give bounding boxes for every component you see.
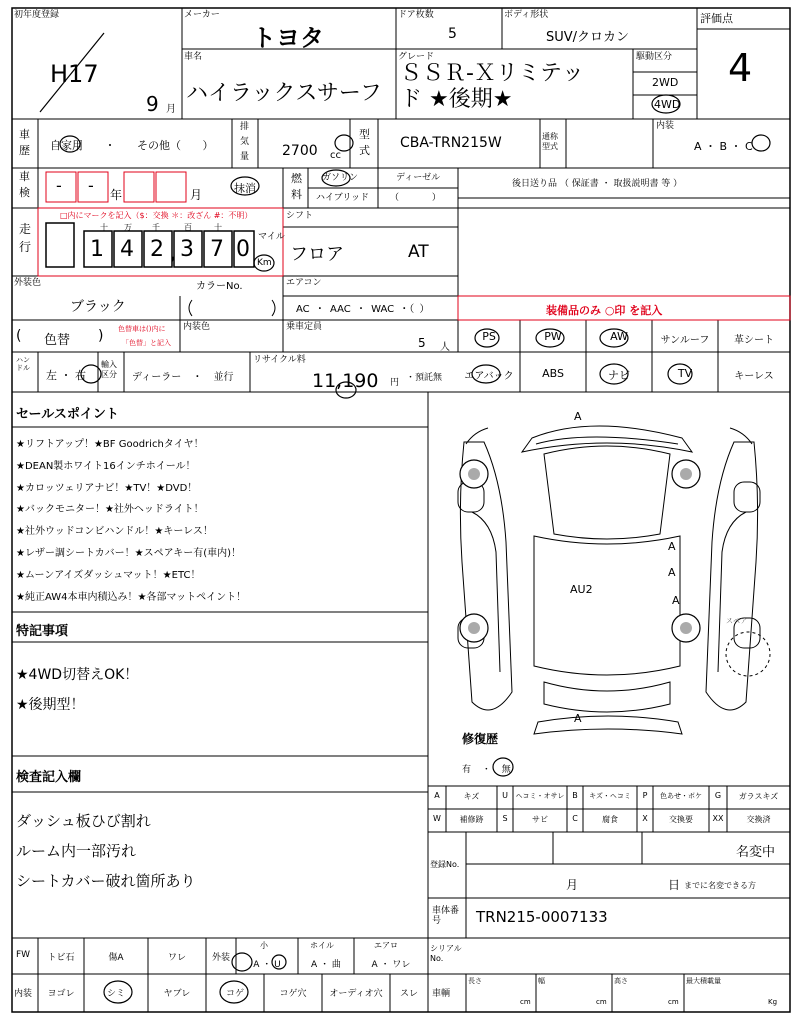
grade-line-1: ＳＳＲ-Ｘリミテッ: [400, 61, 584, 86]
legend-desc: サビ: [532, 815, 548, 824]
displacement-label-2: 気: [240, 137, 250, 147]
inspector-note: ダッシュ板ひび割れ: [16, 812, 151, 830]
sales-points-list: [16, 434, 246, 608]
interior-label: 内装: [656, 121, 675, 131]
displacement: 2700: [282, 143, 318, 159]
inspection-label-2: 検: [19, 186, 30, 199]
capacity-label: 乗車定員: [286, 322, 323, 332]
legend-code: W: [433, 814, 441, 823]
mileage-note: □内にマークを記入（$：交換 ＊：改ざん #：不明）: [60, 211, 253, 220]
score-label: 評価点: [700, 12, 733, 25]
recycle-deposit: ・預託無: [406, 373, 443, 383]
mileage-unit-4: 百: [184, 223, 192, 232]
fuel-diesel: ディーゼル: [396, 173, 441, 183]
interior-item: オーディオ穴: [329, 989, 383, 999]
length-label: 長さ: [468, 977, 482, 985]
equipment-sunroof: サンルーフ: [660, 335, 710, 346]
legend-desc: キズ: [463, 792, 480, 801]
legend-code: S: [502, 814, 508, 823]
sales-point: ★DEAN製ホワイト16インチホイール！: [16, 460, 196, 472]
equipment-navi: ナビ: [608, 369, 630, 382]
score: 4: [728, 46, 753, 90]
mileage-unit-3: 千: [152, 223, 160, 232]
mileage-km: Km: [257, 258, 272, 268]
month-unit: 月: [166, 104, 176, 115]
equipment-tv: TV: [677, 367, 693, 380]
shift-label: シフト: [286, 211, 314, 221]
interior-color-label: 内装色: [183, 322, 211, 332]
aero-label: エアロ: [374, 941, 398, 950]
inspector-note: シートカバー破れ箇所あり: [16, 872, 196, 890]
exterior-grade-options: A ・ U: [253, 960, 281, 970]
damage-mark: A: [668, 540, 676, 553]
roof-damage-mark: AU2: [570, 583, 593, 596]
mileage-comma: ,: [170, 240, 177, 264]
exterior-color: ブラック: [70, 299, 126, 315]
equipment-abs: ABS: [542, 367, 564, 380]
vehicle-dims-label: 車輌: [432, 989, 451, 999]
inspection-month-unit: 月: [190, 188, 203, 202]
sales-point: ★ムーンアイズダッシュマット！★ETC！: [16, 569, 201, 581]
sales-point: ★純正AW4本車内積込み！★各部マットペイント！: [16, 591, 247, 603]
mileage-digit-3: 2: [150, 237, 164, 262]
doors: 5: [448, 26, 457, 42]
shift-position: フロア: [290, 244, 344, 265]
repaint-note-1: 色替車は()内に: [118, 325, 166, 333]
capacity-unit: 人: [440, 342, 450, 353]
fuel-gasoline: ガソリン: [322, 173, 359, 183]
legend-desc: キズ・ヘコミ: [589, 792, 631, 800]
legend-code: B: [572, 791, 578, 800]
chassis-label: 車体番号: [432, 906, 460, 926]
fuel-label-2: 料: [291, 188, 302, 201]
sales-point: ★社外ウッドコンビハンドル！★キーレス！: [16, 526, 213, 538]
registration-month: 月: [566, 878, 579, 892]
small-label: 小: [260, 941, 268, 950]
grade-line-2: ド ★後期★: [400, 87, 513, 112]
equipment-aw: AW: [610, 330, 628, 343]
inspection-year-unit: 年: [110, 188, 123, 202]
equipment-leather: 革シート: [734, 335, 774, 346]
wheel-label: ホイル: [310, 941, 334, 950]
displacement-unit: cc: [330, 150, 341, 161]
inspector-notes-title: 検査記入欄: [16, 770, 82, 785]
color-no-label: カラーNo.: [196, 281, 243, 292]
mileage-label-1: 走: [19, 222, 32, 236]
drive-4wd: 4WD: [654, 98, 681, 111]
fuel-other: （ ）: [390, 193, 441, 203]
recycle-unit: 円: [390, 378, 400, 388]
name-change-status: 名変中: [736, 845, 776, 860]
sales-point: ★レザー調シートカバー！★スペアキー有(車内)！: [16, 547, 242, 559]
deferred-items-label: 後日送り品 （ 保証書 ・ 取扱説明書 等 ）: [512, 179, 683, 189]
serial-label: シリアルNo.: [430, 944, 462, 963]
spare-label: スペア: [726, 617, 747, 625]
car-name-label: 車名: [184, 52, 203, 62]
interior-label: 内装: [14, 989, 33, 999]
aircon-label: エアコン: [286, 278, 322, 288]
max-load-unit: Kg: [768, 998, 778, 1006]
recycle-fee: 11,190: [312, 370, 379, 392]
height-unit: cm: [668, 998, 679, 1006]
mileage-digit-2: 4: [120, 237, 134, 262]
model-label-1: 型: [359, 128, 370, 141]
fuel-hybrid: ハイブリッド: [316, 193, 370, 203]
drive-label: 駆動区分: [636, 52, 673, 62]
legend-desc: 補修跡: [459, 815, 484, 824]
common-model-label: 通称型式: [542, 132, 558, 151]
model-code: CBA-TRN215W: [400, 135, 502, 151]
legend-desc: ヘコミ・オサレ: [515, 792, 565, 800]
interior-item: シミ: [106, 989, 125, 999]
width-unit: cm: [596, 998, 607, 1006]
special-note: ★後期型！: [16, 697, 85, 713]
legend-desc: 色あせ・ボケ: [660, 792, 702, 800]
model-label-2: 式: [359, 144, 370, 157]
legend-code: U: [502, 791, 508, 800]
equipment-keyless: キーレス: [734, 371, 774, 382]
shift-type: AT: [408, 242, 429, 262]
repaint-note-2: 「色替」と記入: [122, 339, 171, 347]
interior-item: ヨゴレ: [47, 989, 75, 999]
import-value: ディーラー ・ 並行: [132, 372, 234, 383]
repair-history-value: 有 ・ 無: [462, 765, 511, 775]
equipment-header: 装備品のみ ○印 を記入: [546, 304, 663, 317]
aero-options: A ・ ワレ: [371, 960, 411, 970]
legend-desc: 交換要: [669, 815, 693, 824]
legend-code: A: [434, 791, 440, 800]
car-damage-diagram: [428, 392, 790, 786]
legend-desc: ガラスキズ: [738, 792, 779, 801]
legend-code: X: [642, 814, 648, 823]
sales-point: ★リフトアップ！★BF Goodrichタイヤ！: [16, 439, 204, 450]
repair-history-label: 修復歴: [462, 732, 499, 746]
damage-mark: A: [672, 594, 680, 607]
equipment-airbag: エアバック: [464, 371, 514, 382]
legend-code: P: [642, 791, 648, 800]
import-label: 輸入区分: [101, 360, 117, 379]
sales-points-title: セールスポイント: [16, 407, 119, 422]
interior-item: スレ: [399, 989, 418, 999]
interior-item: ヤブレ: [163, 989, 191, 999]
history-label-1: 車: [19, 128, 30, 141]
width-label: 幅: [538, 977, 545, 985]
special-note: ★4WD切替えOK！: [16, 667, 139, 683]
damage-mark: A: [574, 712, 582, 725]
history-label-2: 歴: [19, 144, 30, 157]
wheel-options: A ・ 曲: [311, 960, 341, 970]
mileage-label-2: 行: [19, 240, 32, 254]
registration-day: 日: [668, 878, 681, 892]
aircon-options: AC ・ AAC ・ WAC ・（ ）: [296, 304, 430, 315]
damage-mark: A: [574, 410, 582, 423]
equipment-ps: PS: [482, 330, 496, 343]
damage-mark: A: [668, 566, 676, 579]
drive-2wd: 2WD: [652, 76, 679, 89]
recycle-label: リサイクル料: [253, 355, 306, 365]
registration-label: 登録No.: [430, 860, 460, 869]
car-name: ハイラックスサーフ: [186, 81, 382, 106]
displacement-label-1: 排: [240, 122, 250, 132]
maker-label: メーカー: [184, 10, 220, 20]
legend-code: G: [714, 791, 722, 800]
auction-sheet: 初年度登録 H17 9 月 メーカー トヨタ ドア枚数 5 ボディ形状 SUV/クロカン 評価点 4 車名 ハイラックスサーフ グレード ＳＳＲ-Ｘリミテッ ド ★後期★ 駆動区分 2WD 4WD 車 歴 自家用 ・ その他（ ） 排 気 量 2700 cc 型 式 CBA-TRN215W 通称型式 内装 A ・ B ・ C 車 検 - - 年 月 抹消 燃 料 ガソリン ディーゼル ハイブリッド （ ） 後日送り品 （ 保証書 ・ 取扱説明書 等 ） 走 行 □内にマークを記入（$：交換 ＊：改ざん #：不明） 十 万 千 百 十 1 4 2 , 3 7 0 マイル Km シフト フロア AT 外装色 ブラック カラーNo. エアコン AC ・ AAC ・ WAC ・（ ） 装備品のみ ○印 を記入 ( 色替 ) 色替車は()内に 「色替」と記入 内装色 乗車定員 5 人 PS PW AW サンルーフ 革シート エアバック ABS ナビ TV キーレス ハンドル 左 ・ 右 輸入区分 ディーラー ・ 並行 リサイクル料 11,190 円 ・預託無 セールスポイント ★リフトアップ！★BF Goodrichタイヤ！ ★DEAN製ホワイト16インチホイール！ ★カロッツェリアナビ！★TV！★DVD！ ★バックモニター！★社外ヘッドライト！ ★社外ウッドコンビハンドル！★キーレス！ ★レザー調シートカバー！★スペアキー有(車内)！ ★ムーンアイズダッシュマット！★ETC！ ★純正AW4本車内積込み！★各部マットペイント！ 特記事項 ★4WD切替えOK！ ★後期型！ 検査記入欄 ダッシュ板ひび割れ ルーム内一部汚れ シートカバー破れ箇所あり A A A A A AU2 スペア 修復歴 有 ・ 無 A キズ U ヘコミ・オサレ B キズ・ヘコミ P 色あせ・ボケ G ガラスキズ W 補修跡 S サビ C 腐食 X 交換要 XX 交換済 登録No. 名変中 月 日 までに名変できる方 車体番号 TRN215-0007133 シリアルNo. FW トビ石 傷A ワレ 外装 小 ホイル エアロ A ・ U A ・ 曲 A ・ ワレ 内装 ヨゴレ シミ ヤブレ コゲ コゲ穴 オーディオ穴 スレ 車輌 長さ cm 幅 cm 高さ cm 最大積載量 Kg: [0, 0, 800, 1024]
handle-value: 左 ・ 右: [46, 369, 86, 382]
sales-point: ★バックモニター！★社外ヘッドライト！: [16, 504, 204, 516]
fw-label: FW: [16, 950, 31, 960]
chassis-number: TRN215-0007133: [476, 908, 608, 926]
inspection-expired: 抹消: [234, 182, 256, 195]
special-notes-title: 特記事項: [16, 624, 69, 639]
legend-code: XX: [712, 814, 724, 823]
sales-point: ★カロッツェリアナビ！★TV！★DVD！: [16, 482, 198, 494]
fw-item: トビ石: [47, 953, 75, 963]
body-type: SUV/クロカン: [546, 30, 630, 45]
mileage-unit-5: 十: [214, 223, 222, 232]
handle-label: ハンドル: [16, 356, 30, 372]
fuel-label-1: 燃: [291, 172, 302, 185]
interior-item: コゲ穴: [279, 989, 307, 999]
fw-item: 傷A: [108, 953, 124, 963]
history-value: 自家用 ・ その他（ ）: [50, 139, 214, 152]
exterior-label: 外装: [211, 953, 230, 963]
mileage-digit-6: 0: [236, 237, 250, 262]
first-registration-label: 初年度登録: [14, 10, 60, 20]
inspection-label-1: 車: [19, 170, 30, 183]
mileage-digit-1: 1: [90, 237, 104, 262]
height-label: 高さ: [614, 977, 628, 985]
interior-item: コゲ: [225, 989, 244, 999]
repaint-label: 色替: [44, 333, 71, 348]
length-unit: cm: [520, 998, 531, 1006]
exterior-color-label: 外装色: [14, 278, 42, 288]
registration-deadline: までに名変できる方: [684, 881, 756, 890]
first-registration-month: 9: [146, 92, 159, 116]
body-label: ボディ形状: [504, 10, 549, 20]
mileage-unit-1: 十: [100, 223, 108, 232]
legend-code: C: [572, 814, 578, 823]
first-registration-year: H17: [50, 60, 99, 88]
doors-label: ドア枚数: [398, 10, 434, 20]
max-load-label: 最大積載量: [686, 977, 721, 985]
legend-desc: 交換済: [746, 815, 771, 824]
fw-item: ワレ: [167, 953, 186, 963]
mileage-mile: マイル: [258, 232, 285, 242]
capacity: 5: [418, 336, 426, 350]
mileage-digit-5: 7: [210, 237, 224, 262]
grade-label: グレード: [398, 52, 435, 62]
legend-desc: 腐食: [602, 815, 618, 824]
maker: トヨタ: [252, 24, 324, 52]
inspector-note: ルーム内一部汚れ: [16, 842, 137, 860]
equipment-pw: PW: [544, 330, 562, 343]
mileage-digit-4: 3: [180, 237, 194, 262]
displacement-label-3: 量: [240, 152, 250, 162]
mileage-unit-2: 万: [124, 223, 132, 232]
interior-grades: A ・ B ・ C: [694, 140, 753, 153]
